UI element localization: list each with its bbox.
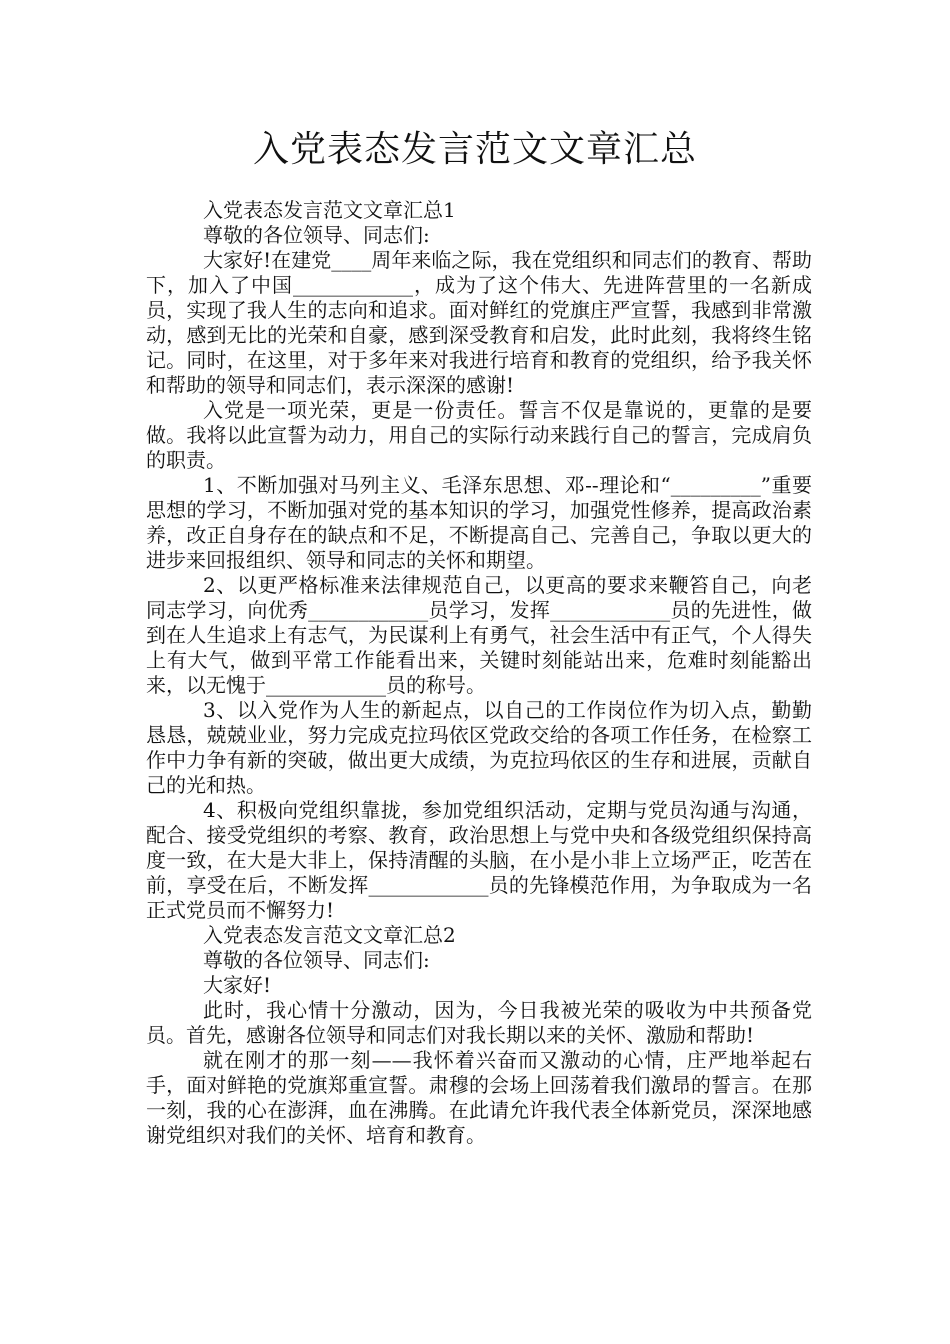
greeting: 大家好! (203, 973, 272, 997)
section-heading-2: 入党表态发言范文文章汇总2 (203, 923, 456, 947)
numbered-item-3: 3、以入党作为人生的新起点，以自己的工作岗位作为切入点，勤勤恳恳，兢兢业业，努力完成克拉玛依区党政交给的各项工作任务，在检察工作中力争有新的突破，做出更大成绩，为克拉玛依区的生存和进展，贡献自己的光和热。 (146, 698, 812, 797)
numbered-item-2: 2、以更严格标准来法律规范自己，以更高的要求来鞭笞自己，向老同志学习，向优秀____________员学习，发挥____________员的先进性，做到在人生追求上有志气，为民谋利上有勇气，社会生活中有正气，个人得失上有大气，做到平常工作能看出来，关键时刻能站出来，危难时刻能豁出来，以无愧于____________员的称号。 (146, 573, 812, 697)
salutation: 尊敬的各位领导、同志们: (203, 223, 430, 247)
section-heading-1: 入党表态发言范文文章汇总1 (203, 198, 456, 222)
paragraph: 大家好!在建党____周年来临之际，我在党组织和同志们的教育、帮助下，加入了中国____________，成为了这个伟大、先进阵营里的一名新成员，实现了我人生的志向和追求。面对鲜红的党旗庄严宣誓，我感到非常激动，感到无比的光荣和自豪，感到深受教育和启发，此时此刻，我将终生铭记。同时，在这里，对于多年来对我进行培育和教育的党组织，给予我关怀和帮助的领导和同志们，表示深深的感谢! (146, 248, 812, 397)
salutation: 尊敬的各位领导、同志们: (203, 948, 430, 972)
numbered-item-1: 1、不断加强对马列主义、毛泽东思想、邓--理论和“_________”重要思想的学习，不断加强对党的基本知识的学习，加强党性修养，提高政治素养，改正自身存在的缺点和不足，不断提高自己、完善自己，争取以更大的进步来回报组织、领导和同志的关怀和期望。 (146, 473, 812, 572)
numbered-item-4: 4、积极向党组织靠拢，参加党组织活动，定期与党员沟通与沟通，配合、接受党组织的考察、教育，政治思想上与党中央和各级党组织保持高度一致，在大是大非上，保持清醒的头脑，在小是小非上立场严正，吃苦在前，享受在后，不断发挥____________员的先锋模范作用，为争取成为一名正式党员而不懈努力! (146, 798, 812, 922)
document-title: 入党表态发言范文文章汇总 (252, 129, 697, 170)
paragraph: 就在刚才的那一刻——我怀着兴奋而又激动的心情，庄严地举起右手，面对鲜艳的党旗郑重宣誓。肃穆的会场上回荡着我们激昂的誓言。在那一刻，我的心在澎湃，血在沸腾。在此请允许我代表全体新党员，深深地感谢党组织对我们的关怀、培育和教育。 (146, 1048, 812, 1147)
paragraph: 入党是一项光荣，更是一份责任。誓言不仅是靠说的，更靠的是要做。我将以此宣誓为动力，用自己的实际行动来践行自己的誓言，完成肩负的职责。 (146, 398, 812, 472)
document-body (146, 198, 812, 1148)
paragraph: 此时，我心情十分激动，因为，今日我被光荣的吸收为中共预备党员。首先，感谢各位领导和同志们对我长期以来的关怀、激励和帮助! (146, 998, 812, 1047)
